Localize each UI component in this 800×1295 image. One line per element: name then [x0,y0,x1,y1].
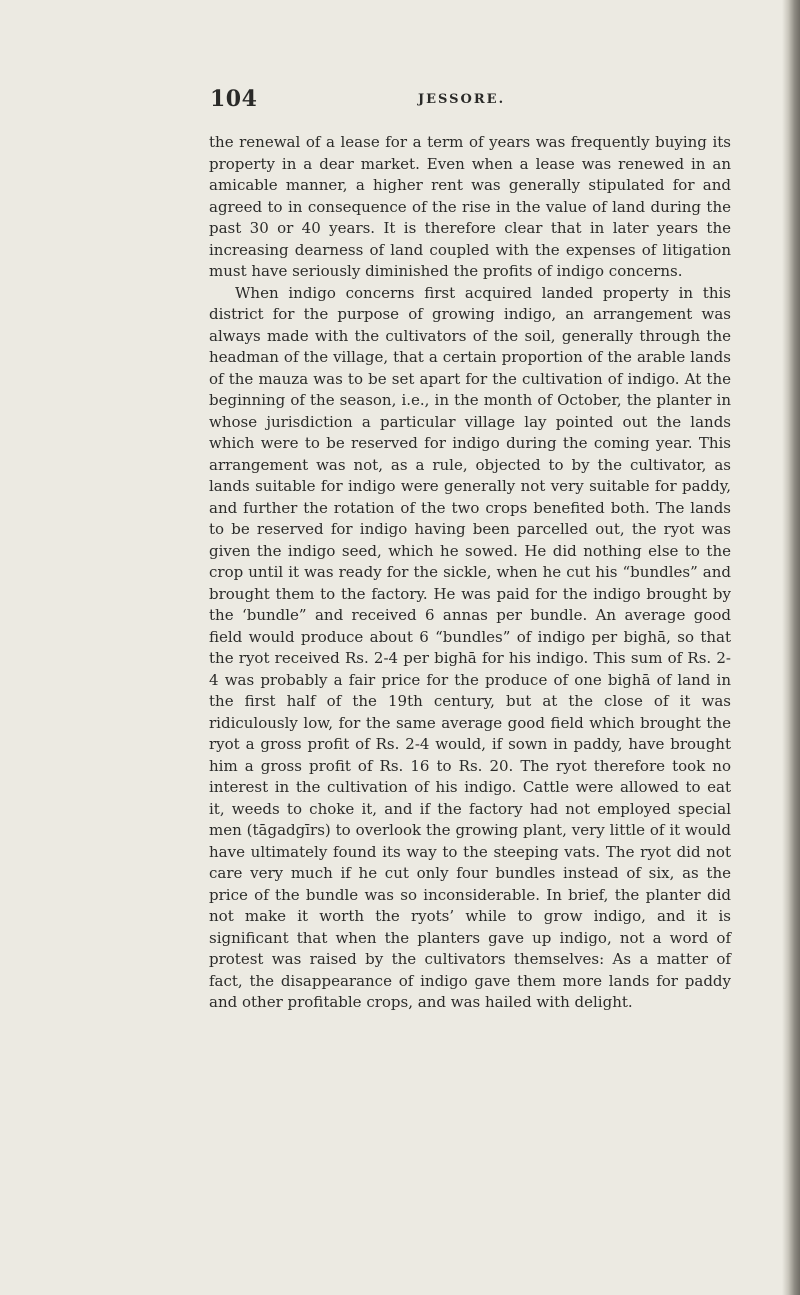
paragraph: When indigo concerns first acquired landed property in this district for the purpose of growing indigo, an arrangement was always made with the cultivators of the soil, generally through the headman of the village, that a certain proportion of the arable lands of the mauza was to be set apart for the cultivation of indigo. At the beginning of the season, i.e., in the month of October, the planter in whose jurisdiction a particular village lay pointed out the lands which were to be reserved for indigo during the coming year. This arrangement was not, as a rule, objected to by the cultivator, as lands suitable for indigo were generally not very suitable for paddy, and further the rotation of the two crops benefited both. The lands to be reserved for indigo having been parcelled out, the ryot was given the indigo seed, which he sowed. He did nothing else to the crop until it was ready for the sickle, when he cut his “bundles” and brought them to the factory. He was paid for the indigo brought by the ‘bundle” and received 6 annas per bundle. An average good field would produce about 6 “bundles” of indigo per bighā, so that the ryot received Rs. 2-4 per bighā for his indigo. This sum of Rs. 2-4 was probably a fair price for the produce of one bighā of land in the first half of the 19th century, but at the close of it was ridiculously low, for the same average good field which brought the ryot a gross profit of Rs. 2-4 would, if sown in paddy, have brought him a gross profit of Rs. 16 to Rs. 20. The ryot therefore took no interest in the cultivation of his indigo. Cattle were allowed to eat it, weeds to choke it, and if the factory had not employed special men (tāgadgīrs) to overlook the growing plant, very little of it would have ultimately found its way to the steeping vats. The ryot did not care very much if he cut only four bundles instead of six, as the price of the bundle was so inconsiderable. In brief, the planter did not make it worth the ryots’ while to grow indigo, and it is significant that when the planters gave up indigo, not a word of protest was raised by the cultivators themselves: As a matter of fact, the disappearance of indigo gave them more lands for paddy and other profitable crops, and was hailed with delight. [209,283,731,1011]
page-spine-shadow [782,0,800,1295]
paragraph: the renewal of a lease for a term of years was frequently buying its property in a dear market. Even when a lease was renewed in an amicable manner, a higher rent was generally stipulated for and agreed to in consequence of the rise in the value of land during the past 30 or 40 years. It is therefore clear that in later years the increasing dearness of land coupled with the expenses of litigation must have seriously diminished the profits of indigo concerns. [209,133,731,280]
page-number: 104 [210,86,258,112]
page-header [210,86,730,122]
running-head: JESSORE. [418,92,506,107]
body-text [209,132,731,1014]
